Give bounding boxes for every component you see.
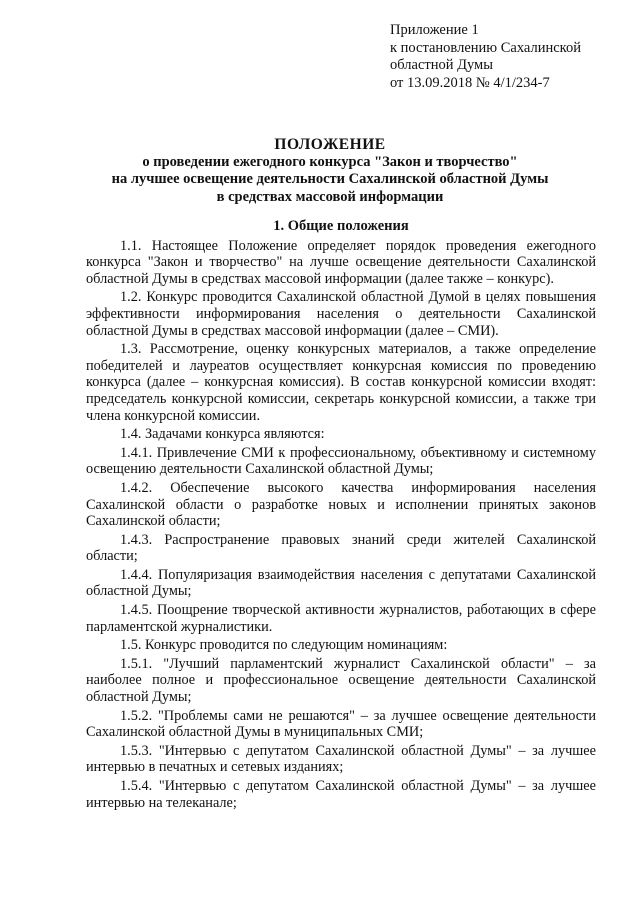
document-title (60, 136, 600, 206)
paragraph-1-4-5: 1.4.5. Поощрение творческой активности журналистов, работающих в сфере парламентской журналистики. (86, 602, 596, 635)
paragraph-1-4: 1.4. Задачами конкурса являются: (120, 426, 325, 443)
appendix-line-3: областной Думы (390, 57, 493, 73)
paragraph-1-5-2: 1.5.2. "Проблемы сами не решаются" – за лучшее освещение деятельности Сахалинской областной Думы в муниципальных СМИ; (86, 707, 596, 741)
paragraph-1-1: 1.1. Настоящее Положение определяет порядок проведения ежегодного конкурса "Закон и творчество" на лучше освещение деятельности Сахалинской областной Думы в средствах массовой информации (далее также – конкурс). (86, 237, 596, 287)
section-heading: 1. Общие положения (273, 218, 409, 234)
document-body (86, 218, 596, 813)
appendix-line-2: к постановлению Сахалинской (390, 39, 581, 56)
paragraph-1-5-1: 1.5.1. "Лучший парламентский журналист Сахалинской области" – за наиболее полное и профессиональное освещение деятельности Сахалинской областной Думы; (86, 655, 596, 706)
paragraph-1-5-3: 1.5.3. "Интервью с депутатом Сахалинской областной Думы" – за лучшее интервью в печатных и сетевых изданиях; (86, 742, 596, 776)
paragraph-1-3: 1.3. Рассмотрение, оценку конкурсных материалов, а также определение победителей и лауреатов осуществляет конкурсная комиссия по проведению конкурса (далее – конкурсная комиссия). В состав конкурсной комиссии входят: председатель конкурсной комиссии, секретарь конкурсной комиссии, а также три члена конкурсной комиссии. (86, 341, 596, 424)
paragraph-1-5: 1.5. Конкурс проводится по следующим номинациям: (120, 637, 448, 654)
appendix-line-1: Приложение 1 (390, 22, 479, 38)
paragraph-1-4-1: 1.4.1. Привлечение СМИ к профессиональному, объективному и системному освещению деятельности Сахалинской областной Думы; (86, 444, 596, 478)
title-main: ПОЛОЖЕНИЕ (274, 136, 386, 153)
appendix-block (390, 22, 630, 92)
appendix-line-4: от 13.09.2018 № 4/1/234-7 (390, 74, 550, 91)
paragraph-1-4-3: 1.4.3. Распространение правовых знаний среди жителей Сахалинской области; (86, 531, 596, 565)
paragraph-1-2: 1.2. Конкурс проводится Сахалинской областной Думой в целях повышения эффективности информирования населения о деятельности Сахалинской областной Думы в средствах массовой информации (далее – СМИ). (86, 289, 596, 339)
paragraph-1-4-4: 1.4.4. Популяризация взаимодействия населения с депутатами Сахалинской областной Думы; (86, 566, 596, 600)
title-line-2: на лучшее освещение деятельности Сахалинской областной Думы (111, 171, 549, 187)
title-line-1: о проведении ежегодного конкурса "Закон и творчество" (142, 153, 518, 170)
paragraph-1-4-2: 1.4.2. Обеспечение высокого качества информирования населения Сахалинской области о разработке новых и исполнении принятых законов Сахалинской области; (86, 479, 596, 530)
paragraph-1-5-4: 1.5.4. "Интервью с депутатом Сахалинской областной Думы" – за лучшее интервью на телеканале; (86, 778, 596, 811)
title-line-3: в средствах массовой информации (216, 188, 444, 205)
